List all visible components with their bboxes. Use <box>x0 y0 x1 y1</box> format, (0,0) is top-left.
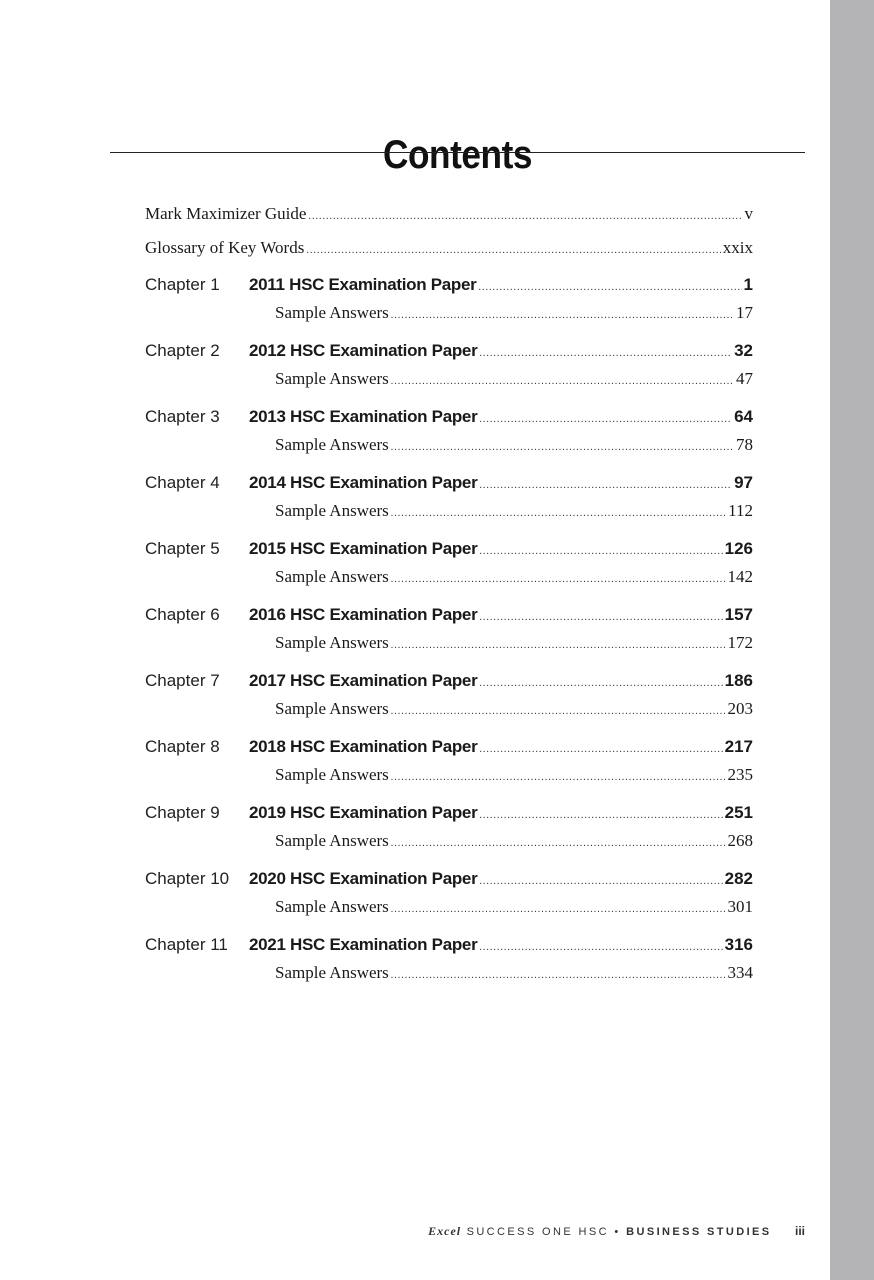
chapter-number: Chapter 11 <box>145 935 228 954</box>
chapter-list <box>145 271 753 987</box>
toc-subentry[interactable] <box>145 365 753 393</box>
subentry-label: Sample Answers <box>275 633 389 652</box>
dot-leader <box>479 934 722 959</box>
chapter-page: 282 <box>724 869 753 888</box>
toc-chapter-entry[interactable] <box>145 865 753 893</box>
toc-entry-label: Mark Maximizer Guide <box>145 204 307 223</box>
dot-leader <box>308 200 742 231</box>
subentry-page: 112 <box>728 501 753 520</box>
dot-leader <box>479 538 722 563</box>
dot-leader <box>391 698 726 723</box>
subentry-page: 268 <box>727 831 753 850</box>
chapter-title: 2019 HSC Examination Paper <box>249 803 478 822</box>
chapter-number: Chapter 6 <box>145 605 220 624</box>
toc-chapter-entry[interactable] <box>145 799 753 827</box>
toc-entry-page: v <box>744 204 753 223</box>
dot-leader <box>479 868 722 893</box>
dot-leader <box>391 764 726 789</box>
toc-subentry[interactable] <box>145 827 753 855</box>
chapter-number: Chapter 1 <box>145 275 220 294</box>
toc-chapter-entry[interactable] <box>145 337 753 365</box>
chapter-title: 2014 HSC Examination Paper <box>249 473 478 492</box>
chapter-number: Chapter 9 <box>145 803 220 822</box>
toc-chapter-entry[interactable] <box>145 469 753 497</box>
toc-chapter-entry[interactable] <box>145 535 753 563</box>
toc-entry-glossary[interactable] <box>145 231 753 265</box>
chapter-title: 2021 HSC Examination Paper <box>249 935 478 954</box>
chapter-title: 2011 HSC Examination Paper <box>249 275 477 294</box>
footer-subject: BUSINESS STUDIES <box>626 1226 772 1238</box>
subentry-label: Sample Answers <box>275 699 389 718</box>
chapter-number: Chapter 5 <box>145 539 220 558</box>
toc-chapter-entry[interactable] <box>145 601 753 629</box>
toc-chapter-entry[interactable] <box>145 271 753 299</box>
toc-subentry[interactable] <box>145 959 753 987</box>
footer-series: SUCCESS ONE HSC <box>466 1226 609 1238</box>
toc-subentry[interactable] <box>145 563 753 591</box>
chapter-number: Chapter 8 <box>145 737 220 756</box>
dot-leader <box>479 604 722 629</box>
subentry-page: 172 <box>727 633 753 652</box>
chapter-number: Chapter 2 <box>145 341 220 360</box>
chapter-number: Chapter 4 <box>145 473 220 492</box>
toc-subentry[interactable] <box>145 497 753 525</box>
subentry-label: Sample Answers <box>275 501 389 520</box>
chapter-page: 1 <box>743 275 753 294</box>
subentry-page: 78 <box>736 435 753 454</box>
page-footer <box>428 1224 805 1239</box>
dot-leader <box>479 472 732 497</box>
subentry-page: 235 <box>727 765 753 784</box>
subentry-page: 334 <box>727 963 753 982</box>
subentry-label: Sample Answers <box>275 897 389 916</box>
chapter-number: Chapter 3 <box>145 407 220 426</box>
toc-subentry[interactable] <box>145 695 753 723</box>
footer-brand: Excel <box>428 1224 462 1238</box>
subentry-label: Sample Answers <box>275 963 389 982</box>
subentry-page: 17 <box>736 303 753 322</box>
dot-leader <box>391 830 726 855</box>
dot-leader <box>479 406 732 431</box>
subentry-page: 47 <box>736 369 753 388</box>
toc-entry-mark-maximizer[interactable] <box>145 197 753 231</box>
dot-leader <box>478 274 741 299</box>
subentry-label: Sample Answers <box>275 765 389 784</box>
dot-leader <box>391 500 726 525</box>
chapter-page: 217 <box>724 737 753 756</box>
chapter-page: 316 <box>724 935 753 954</box>
toc-chapter-entry[interactable] <box>145 931 753 959</box>
dot-leader <box>391 302 734 327</box>
dot-leader <box>306 234 720 265</box>
dot-leader <box>479 340 732 365</box>
dot-leader <box>391 962 726 987</box>
chapter-title: 2012 HSC Examination Paper <box>249 341 478 360</box>
chapter-page: 64 <box>734 407 753 426</box>
footer-separator: • <box>614 1226 621 1238</box>
toc-subentry[interactable] <box>145 893 753 921</box>
subentry-label: Sample Answers <box>275 369 389 388</box>
subentry-label: Sample Answers <box>275 435 389 454</box>
chapter-title: 2017 HSC Examination Paper <box>249 671 478 690</box>
toc-subentry[interactable] <box>145 299 753 327</box>
toc-subentry[interactable] <box>145 431 753 459</box>
subentry-label: Sample Answers <box>275 831 389 850</box>
chapter-number: Chapter 10 <box>145 869 230 888</box>
page-title: Contents <box>382 132 532 177</box>
chapter-page: 157 <box>724 605 753 624</box>
chapter-title: 2015 HSC Examination Paper <box>249 539 478 558</box>
chapter-title: 2018 HSC Examination Paper <box>249 737 478 756</box>
dot-leader <box>391 566 726 591</box>
title-rule <box>110 152 805 153</box>
chapter-page: 32 <box>734 341 753 360</box>
dot-leader <box>391 368 734 393</box>
side-margin-bar <box>830 0 874 1280</box>
toc-subentry[interactable] <box>145 761 753 789</box>
dot-leader <box>391 632 726 657</box>
toc-entry-page: xxix <box>722 238 753 257</box>
dot-leader <box>479 736 722 761</box>
chapter-title: 2013 HSC Examination Paper <box>249 407 478 426</box>
subentry-label: Sample Answers <box>275 303 389 322</box>
toc-subentry[interactable] <box>145 629 753 657</box>
subentry-page: 203 <box>727 699 753 718</box>
chapter-page: 186 <box>724 671 753 690</box>
toc-chapter-entry[interactable] <box>145 667 753 695</box>
toc-chapter-entry[interactable] <box>145 733 753 761</box>
footer-page-number: iii <box>794 1224 805 1238</box>
chapter-title: 2020 HSC Examination Paper <box>249 869 478 888</box>
subentry-page: 142 <box>727 567 753 586</box>
dot-leader <box>479 670 722 695</box>
dot-leader <box>391 896 726 921</box>
chapter-page: 251 <box>724 803 753 822</box>
dot-leader <box>391 434 734 459</box>
table-of-contents <box>145 197 753 987</box>
chapter-page: 97 <box>734 473 753 492</box>
toc-entry-label: Glossary of Key Words <box>145 238 305 257</box>
subentry-page: 301 <box>727 897 753 916</box>
chapter-page: 126 <box>724 539 753 558</box>
chapter-number: Chapter 7 <box>145 671 220 690</box>
chapter-title: 2016 HSC Examination Paper <box>249 605 478 624</box>
dot-leader <box>479 802 722 827</box>
subentry-label: Sample Answers <box>275 567 389 586</box>
toc-chapter-entry[interactable] <box>145 403 753 431</box>
